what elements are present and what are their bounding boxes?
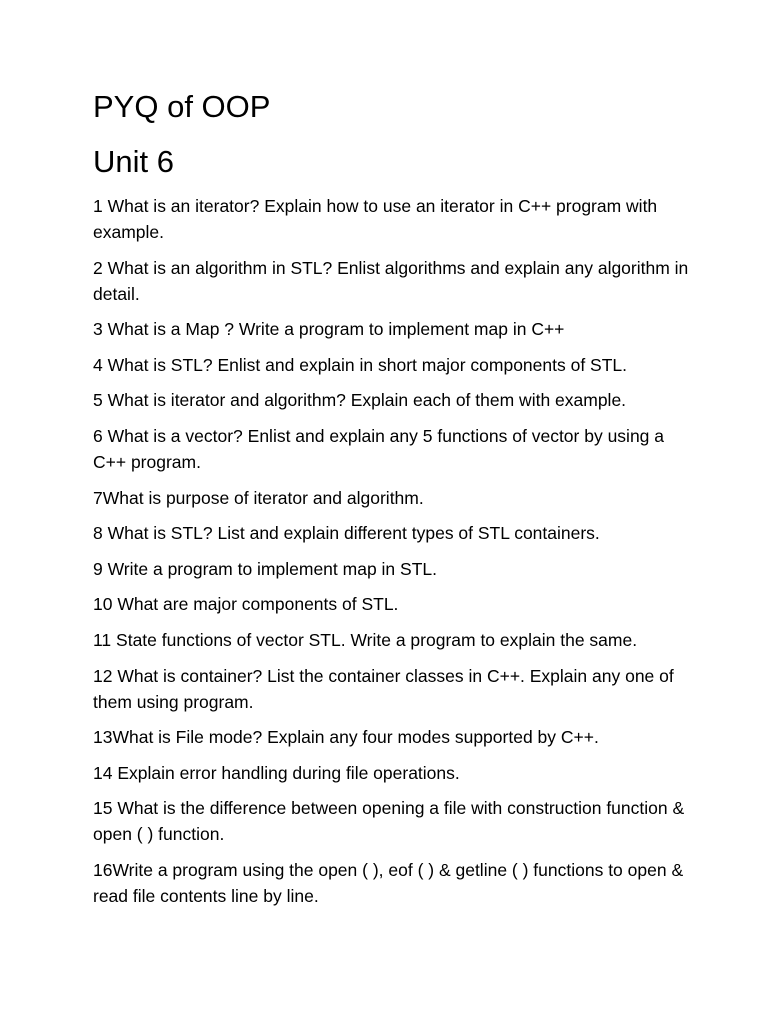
question-12: 12 What is container? List the container classes in C++. Explain any one of them using program. — [93, 665, 674, 712]
question-11: 11 State functions of vector STL. Write a program to explain the same. — [93, 629, 638, 650]
question-7: 7What is purpose of iterator and algorithm. — [93, 487, 424, 508]
question-16: 16Write a program using the open ( ), eof ( ) & getline ( ) functions to open & read file contents line by line. — [93, 859, 684, 906]
question-3: 3 What is a Map ? Write a program to implement map in C++ — [93, 319, 565, 340]
unit-heading: Unit 6 — [93, 144, 174, 179]
question-4: 4 What is STL? Enlist and explain in short major components of STL. — [93, 354, 628, 375]
document-title: PYQ of OOP — [93, 89, 271, 124]
question-2: 2 What is an algorithm in STL? Enlist algorithms and explain any algorithm in detail. — [93, 257, 689, 304]
question-8: 8 What is STL? List and explain different types of STL containers. — [93, 523, 600, 544]
question-9: 9 Write a program to implement map in STL. — [93, 558, 437, 579]
question-15: 15 What is the difference between opening a file with construction function & open ( ) function. — [93, 798, 685, 845]
question-13: 13What is File mode? Explain any four modes supported by C++. — [93, 727, 599, 748]
document-content — [93, 86, 693, 919]
question-10: 10 What are major components of STL. — [93, 594, 399, 615]
question-6: 6 What is a vector? Enlist and explain any 5 functions of vector by using a C++ program. — [93, 425, 665, 472]
question-14: 14 Explain error handling during file operations. — [93, 762, 460, 783]
question-1: 1 What is an iterator? Explain how to use an iterator in C++ program with example. — [93, 196, 658, 242]
question-5: 5 What is iterator and algorithm? Explain each of them with example. — [93, 390, 627, 411]
